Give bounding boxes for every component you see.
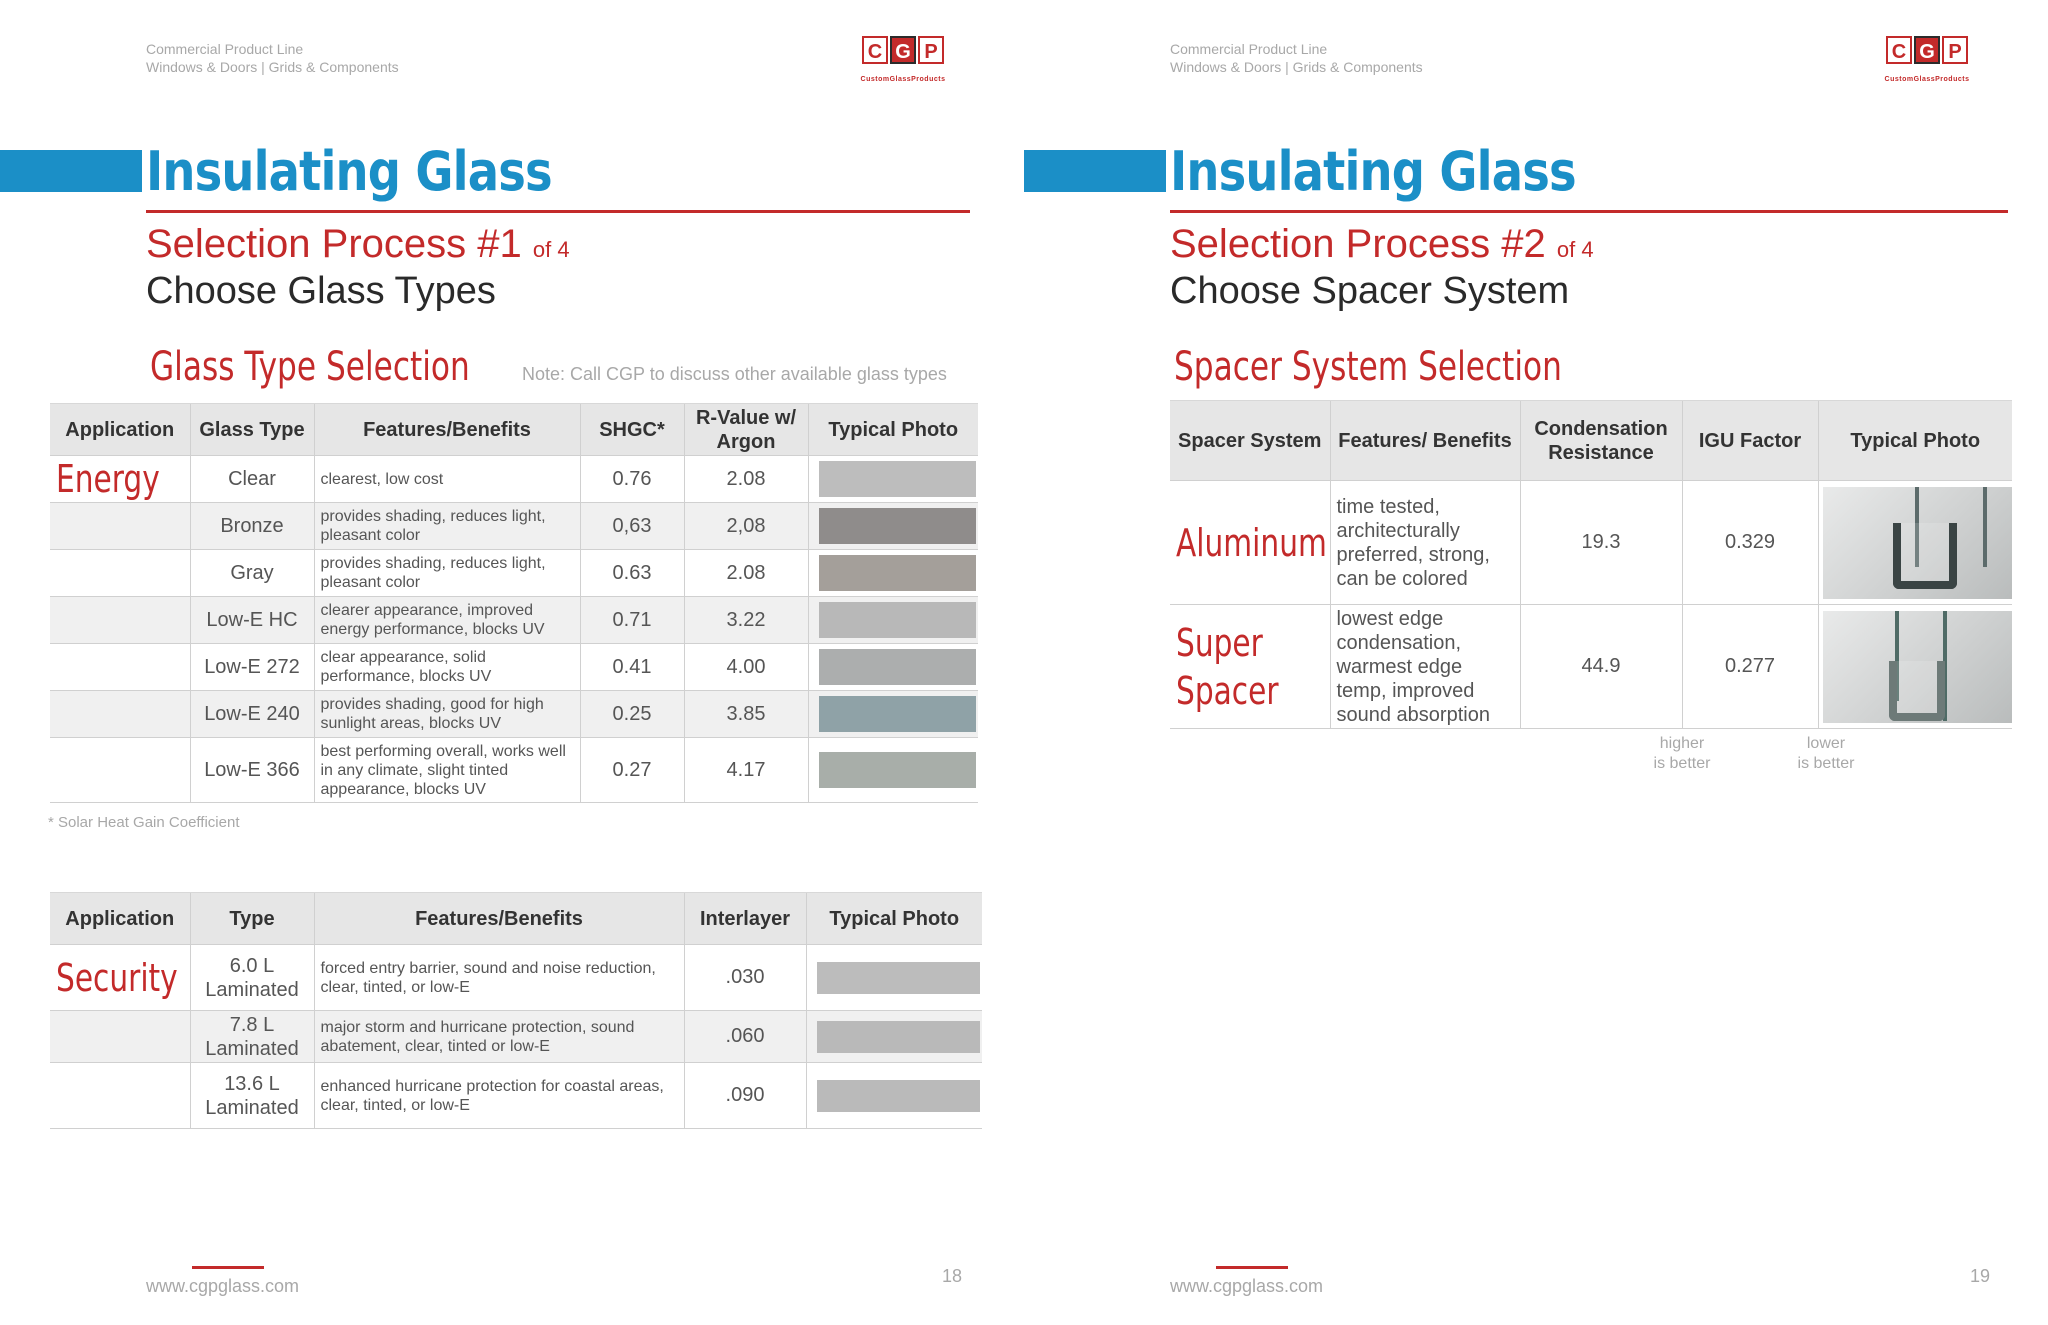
photo-cell xyxy=(808,456,978,503)
laminate-type: 13.6 L Laminated xyxy=(190,1063,314,1129)
table-row xyxy=(50,1063,982,1129)
shgc-value: 0.41 xyxy=(580,644,684,691)
column-header: Spacer System xyxy=(1170,401,1330,481)
table-row xyxy=(50,1011,982,1063)
column-header: Condensation Resistance xyxy=(1520,401,1682,481)
rvalue-value: 4.00 xyxy=(684,644,808,691)
security-glass-table xyxy=(50,892,982,1129)
column-header: Interlayer xyxy=(684,893,806,945)
features-cell: major storm and hurricane protection, sound abatement, clear, tinted or low-E xyxy=(314,1011,684,1063)
logo-subtitle: CustomGlassProducts xyxy=(1884,76,1970,83)
selection-process xyxy=(1170,222,1594,267)
igu-caption: lower is better xyxy=(1797,735,1855,772)
cgp-logo xyxy=(838,32,968,88)
selection-process-of: of 4 xyxy=(532,237,570,262)
title-underline xyxy=(1170,210,2008,213)
features-cell: forced entry barrier, sound and noise reduction, clear, tinted, or low-E xyxy=(314,945,684,1011)
glass-swatch xyxy=(819,752,977,788)
logo-letter-c: C xyxy=(1886,36,1912,64)
condensation-value: 19.3 xyxy=(1520,481,1682,605)
features-cell: best performing overall, works well in any climate, slight tinted appearance, blocks UV xyxy=(314,738,580,803)
features-cell: lowest edge condensation, warmest edge temp, improved sound absorption xyxy=(1330,605,1520,729)
features-cell: clearest, low cost xyxy=(314,456,580,503)
rvalue-value: 3.85 xyxy=(684,691,808,738)
photo-cell xyxy=(808,550,978,597)
features-cell: provides shading, good for high sunlight areas, blocks UV xyxy=(314,691,580,738)
column-header: Typical Photo xyxy=(806,893,982,945)
column-header: Typical Photo xyxy=(1818,401,2012,481)
spacer-system-label: Aluminum xyxy=(1170,481,1330,605)
selection-process xyxy=(146,222,570,267)
glass-swatch xyxy=(819,649,977,685)
header-text xyxy=(146,40,399,76)
page-title: Insulating Glass xyxy=(1170,140,1576,203)
section-title: Spacer System Selection xyxy=(1174,344,1562,390)
footer-url: www.cgpglass.com xyxy=(1170,1276,1324,1296)
features-cell: clearer appearance, improved energy performance, blocks UV xyxy=(314,597,580,644)
shgc-value: 0.76 xyxy=(580,456,684,503)
glass-type: Bronze xyxy=(190,503,314,550)
cgp-logo xyxy=(1862,32,1992,88)
features-cell: provides shading, reduces light, pleasant color xyxy=(314,550,580,597)
igu-factor-value: 0.277 xyxy=(1682,605,1818,729)
column-header: Application xyxy=(50,404,190,456)
laminate-type: 7.8 L Laminated xyxy=(190,1011,314,1063)
rvalue-value: 2.08 xyxy=(684,550,808,597)
igu-factor-value: 0.329 xyxy=(1682,481,1818,605)
rvalue-value: 2,08 xyxy=(684,503,808,550)
header-line2: Windows & Doors | Grids & Components xyxy=(1170,59,1423,75)
table-header-row xyxy=(1170,401,2012,481)
column-header: Features/ Benefits xyxy=(1330,401,1520,481)
shgc-value: 0.71 xyxy=(580,597,684,644)
header-line2: Windows & Doors | Grids & Components xyxy=(146,59,399,75)
page-right xyxy=(1024,0,2048,1325)
choose-heading: Choose Glass Types xyxy=(146,270,496,312)
header-line1: Commercial Product Line xyxy=(146,41,304,57)
column-header: IGU Factor xyxy=(1682,401,1818,481)
glass-type: Low-E HC xyxy=(190,597,314,644)
shgc-value: 0.25 xyxy=(580,691,684,738)
selection-process-label: Selection Process #1 xyxy=(146,222,522,266)
header-text xyxy=(1170,40,1423,76)
shgc-value: 0.27 xyxy=(580,738,684,803)
shgc-value: 0,63 xyxy=(580,503,684,550)
column-header: Features/Benefits xyxy=(314,404,580,456)
logo-letter-g: G xyxy=(890,36,916,64)
table-row xyxy=(50,503,978,550)
column-header: Application xyxy=(50,893,190,945)
photo-cell xyxy=(1818,481,2012,605)
column-header: R-Value w/ Argon xyxy=(684,404,808,456)
photo-cell xyxy=(806,1011,982,1063)
column-header: SHGC* xyxy=(580,404,684,456)
logo-subtitle: CustomGlassProducts xyxy=(860,76,946,83)
photo-cell xyxy=(808,503,978,550)
column-header: Type xyxy=(190,893,314,945)
column-header: Features/Benefits xyxy=(314,893,684,945)
selection-process-label: Selection Process #2 xyxy=(1170,222,1546,266)
page-number: 19 xyxy=(1970,1266,1991,1286)
footer-accent-line xyxy=(192,1266,264,1269)
glass-swatch xyxy=(817,1080,981,1112)
table-row xyxy=(50,550,978,597)
photo-cell xyxy=(808,738,978,803)
section-title: Glass Type Selection xyxy=(150,344,470,390)
interlayer-value: .060 xyxy=(684,1011,806,1063)
glass-swatch xyxy=(819,696,977,732)
spacer-system-label: Super Spacer xyxy=(1170,605,1330,729)
spacer-system-table xyxy=(1170,400,2012,729)
title-accent-bar xyxy=(1024,150,1166,192)
section-note: Note: Call CGP to discuss other available glass types xyxy=(522,364,947,384)
glass-swatch xyxy=(817,962,981,994)
photo-cell xyxy=(1818,605,2012,729)
logo-letter-p: P xyxy=(918,36,944,64)
choose-heading: Choose Spacer System xyxy=(1170,270,1570,312)
title-underline xyxy=(146,210,970,213)
logo-letter-p: P xyxy=(1942,36,1968,64)
glass-swatch xyxy=(819,602,977,638)
column-header: Glass Type xyxy=(190,404,314,456)
table-row xyxy=(50,597,978,644)
page-number: 18 xyxy=(942,1266,963,1286)
glass-type: Low-E 240 xyxy=(190,691,314,738)
glass-swatch xyxy=(819,461,977,497)
footer-url: www.cgpglass.com xyxy=(146,1276,300,1296)
footnote: * Solar Heat Gain Coefficient xyxy=(48,814,240,831)
aluminum-spacer-photo xyxy=(1823,487,2013,599)
glass-type: Low-E 272 xyxy=(190,644,314,691)
rvalue-value: 2.08 xyxy=(684,456,808,503)
condensation-value: 44.9 xyxy=(1520,605,1682,729)
table-row xyxy=(50,691,978,738)
application-label: Energy xyxy=(50,456,190,503)
features-cell: provides shading, reduces light, pleasant color xyxy=(314,503,580,550)
glass-type: Gray xyxy=(190,550,314,597)
glass-swatch xyxy=(817,1021,981,1053)
table-row xyxy=(1170,481,2012,605)
shgc-value: 0.63 xyxy=(580,550,684,597)
table-row xyxy=(50,945,982,1011)
interlayer-value: .030 xyxy=(684,945,806,1011)
logo-letter-g: G xyxy=(1914,36,1940,64)
photo-cell xyxy=(808,597,978,644)
features-cell: clear appearance, solid performance, blocks UV xyxy=(314,644,580,691)
table-row xyxy=(50,738,978,803)
table-row xyxy=(1170,605,2012,729)
photo-cell xyxy=(806,945,982,1011)
condensation-caption: higher is better xyxy=(1653,735,1711,772)
page-title: Insulating Glass xyxy=(146,140,552,203)
glass-type: Low-E 366 xyxy=(190,738,314,803)
column-header: Typical Photo xyxy=(808,404,978,456)
rvalue-value: 3.22 xyxy=(684,597,808,644)
table-header-row xyxy=(50,893,982,945)
features-cell: time tested, architecturally preferred, strong, can be colored xyxy=(1330,481,1520,605)
glass-swatch xyxy=(819,555,977,591)
title-accent-bar xyxy=(0,150,142,192)
features-cell: enhanced hurricane protection for coastal areas, clear, tinted, or low-E xyxy=(314,1063,684,1129)
energy-glass-table xyxy=(50,403,978,803)
table-row xyxy=(50,644,978,691)
glass-type: Clear xyxy=(190,456,314,503)
photo-cell xyxy=(806,1063,982,1129)
interlayer-value: .090 xyxy=(684,1063,806,1129)
table-header-row xyxy=(50,404,978,456)
super-spacer-photo xyxy=(1823,611,2013,723)
header-line1: Commercial Product Line xyxy=(1170,41,1328,57)
application-label: Security xyxy=(50,945,190,1011)
rvalue-value: 4.17 xyxy=(684,738,808,803)
laminate-type: 6.0 L Laminated xyxy=(190,945,314,1011)
logo-letter-c: C xyxy=(862,36,888,64)
table-row xyxy=(50,456,978,503)
photo-cell xyxy=(808,691,978,738)
glass-swatch xyxy=(819,508,977,544)
footer-accent-line xyxy=(1216,1266,1288,1269)
selection-process-of: of 4 xyxy=(1556,237,1594,262)
photo-cell xyxy=(808,644,978,691)
